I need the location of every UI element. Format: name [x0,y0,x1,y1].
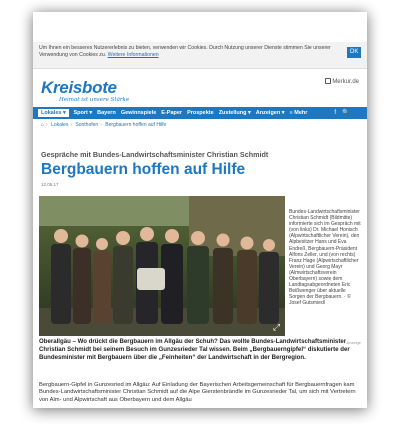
nav-item-anzeigen[interactable]: Anzeigen ▾ [255,110,285,116]
nav-lokales-dropdown[interactable]: Lokales ▾ [37,108,70,118]
nav-item-gewinnspiele[interactable]: Gewinnspiele [120,110,157,116]
nav-item-sport[interactable]: Sport ▾ [73,110,93,116]
breadcrumb-lokales[interactable]: Lokales [51,122,69,128]
home-icon[interactable]: ⌂ [41,122,45,128]
main-navigation [33,107,367,119]
merkur-label: Merkur.de [332,79,359,85]
article-body: Bergbauern-Gipfel in Gunzesried im Allgäu: Auf Einladung der Bayerischen Arbeitsgemeinschaft für Bergbauernfragen kam Bundes-Landwirtschaftsminister Christian Schmidt auf die Alpe Gierstenbrändle im Gunzesrieder Tal, um sich mit Vertretern von Alm- und Alpwirtschaft aus Oberbayern und dem Allgäu [39,382,356,403]
article-date: 12.05.17 [41,182,59,187]
article-lead: Oberallgäu – Wo drückt die Bergbauern im Allgäu der Schuh? Das wollte Bundes-Landwirtschaftsminister Christian Schmidt bei seinem Besuch im Gunzesrieder Tal wissen. Beim „Bergbauerngipfel“ diskutierte der Bundesminister mit Bergbauern über die „Feinheiten“ der Landwirtschaft in der Bergregion. [39,338,350,361]
article-kicker: Gespräche mit Bundes-Landwirtschaftsminister Christian Schmidt [41,150,269,159]
merkur-icon [325,78,331,84]
breadcrumb-sonthofen[interactable]: Sonthofen [75,122,99,128]
facebook-icon[interactable]: f [334,110,337,116]
search-icon[interactable]: 🔍 [342,110,350,116]
article-title: Bergbauern hoffen auf Hilfe [41,161,246,178]
nav-items [71,107,310,119]
nav-tools [334,107,363,119]
breadcrumb: ⌂ › Lokales › Sonthofen › Bergbauern hoffen auf Hilfe [41,122,167,128]
article-photo[interactable] [39,196,285,336]
site-tagline: Heimat ist unsere Stärke [59,97,130,103]
merkur-partner-link[interactable] [325,78,359,85]
ad-label: Anzeige [346,340,361,345]
expand-icon[interactable]: ⤢ [272,322,281,332]
cookie-ok-button[interactable]: OK [347,47,361,58]
breadcrumb-current[interactable]: Bergbauern hoffen auf Hilfe [105,122,167,128]
cookie-message: Um Ihnen ein besseres Nutzererlebnis zu bieten, verwenden wir Cookies. Durch Nutzung unserer Dienste stimmen Sie unserer Verwendung von Cookies zu. [39,45,331,58]
group-photo-illustration [39,196,285,336]
nav-item-epaper[interactable]: E-Paper [161,110,183,116]
browser-page [33,12,367,408]
nav-item-mehr[interactable]: ≡ Mehr [289,110,308,116]
site-logo[interactable]: Kreisbote [41,78,117,97]
user-icon[interactable]: 👤 [355,110,363,116]
nav-item-zustellung[interactable]: Zustellung ▾ [218,110,251,116]
cookie-info-link[interactable]: Weitere Informationen [107,52,159,58]
photo-caption: Bundes-Landwirtschaftsminister Christian Schmidt (Bildmitte) informierte sich im Gespräch mit (von links) Dr. Michael Honisch (Alpwirtschaftlicher Verein), den Alpbesitzer Hans und Eva Endreß, Bergbauern-Präsident Alfons Zeller, und (von rechts) Franz Hage (Alpwirtschaftlicher Verein) und Georg Mayr (Almwirtschaftsverein Oberbayern) sowie dem Landtagsabgeordneten Eric Beißwenger über aktuelle Sorgen der Bergbauern. · © Josef Gutsmiedl [289,209,361,307]
nav-item-bayern[interactable]: Bayern [97,110,116,116]
cookie-text [39,45,335,59]
cookie-banner [33,42,367,69]
nav-item-prospekte[interactable]: Prospekte [187,110,214,116]
